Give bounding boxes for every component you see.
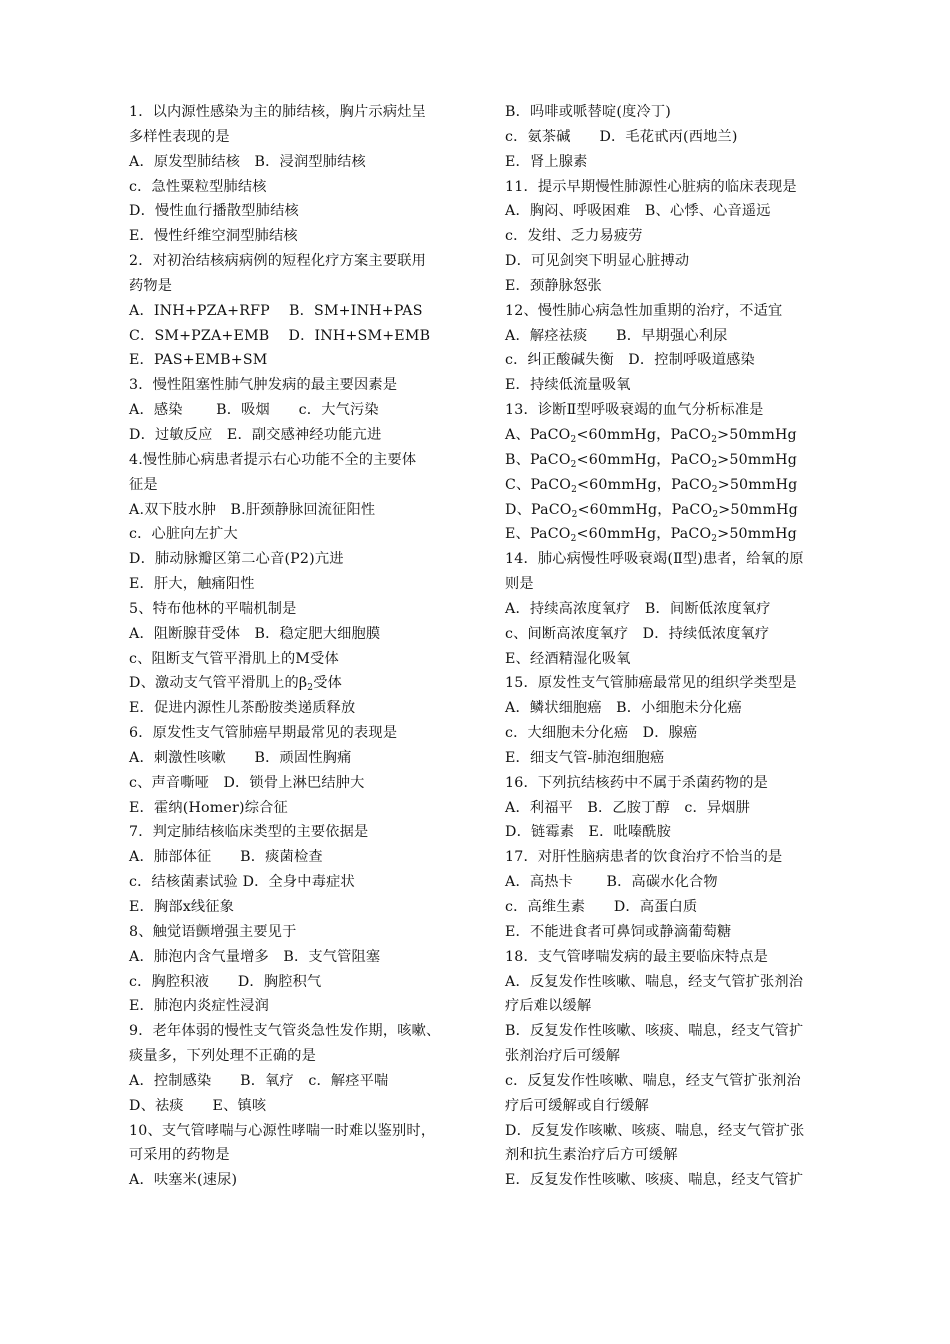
text-line: 2．对初治结核病病例的短程化疗方案主要联用 xyxy=(129,253,426,270)
text-fragment: <60mmHg，PaCO xyxy=(577,476,712,493)
text-fragment: <60mmHg，PaCO xyxy=(576,526,712,543)
text-fragment: D、激动支气管平滑肌上的β xyxy=(129,675,308,692)
text-line: 剂和抗生素治疗后方可缓解 xyxy=(505,1147,678,1164)
text-line: 疗后可缓解或自行缓解 xyxy=(505,1097,649,1114)
text-line: E．胸部x线征象 xyxy=(129,899,235,915)
text-line: 征是 xyxy=(129,476,158,493)
text-line: c．结核菌素试验 D．全身中毒症状 xyxy=(129,874,355,891)
text-fragment: C、PaCO xyxy=(505,476,572,493)
text-line: 7．判定肺结核临床类型的主要依据是 xyxy=(129,824,369,841)
text-line: A．持续高浓度氧疗 B．间断低浓度氧疗 xyxy=(505,600,771,617)
text-line: A．利福平 B．乙胺丁醇 c．异烟肼 xyxy=(505,799,751,816)
text-line: E．肺泡内炎症性浸润 xyxy=(129,998,270,1015)
text-line: c．大细胞未分化癌 D．腺癌 xyxy=(505,725,698,742)
text-line: A．鳞状细胞癌 B．小细胞未分化癌 xyxy=(505,700,742,717)
text-line: c、声音嘶哑 D．锁骨上淋巴结肿大 xyxy=(129,774,365,791)
subscript: 2 xyxy=(307,683,314,694)
text-line: c、阻断支气管平滑肌上的M受体 xyxy=(129,650,339,667)
text-line: A．刺激性咳嗽 B．顽固性胸痛 xyxy=(129,749,352,766)
subscript: 2 xyxy=(571,509,578,520)
text-line: A．感染 B．吸烟 c．大气污染 xyxy=(129,402,379,419)
text-line: A．肺泡内含气量增多 B．支气管阻塞 xyxy=(129,948,381,965)
text-line: D．肺动脉瓣区第二心音(P2)亢进 xyxy=(129,551,344,568)
answer-option-line xyxy=(505,522,857,547)
text-line: A．INH+PZA+RFP B．SM+INH+PAS xyxy=(129,302,423,319)
right-column xyxy=(505,100,857,1193)
text-line: 15．原发性支气管肺癌最常见的组织学类型是 xyxy=(505,675,797,692)
text-line: 1．以内源性感染为主的肺结核，胸片示病灶呈 xyxy=(129,104,426,120)
text-fragment: A、PaCO xyxy=(505,426,571,443)
text-line: E．慢性纤维空洞型肺结核 xyxy=(129,228,298,245)
subscript: 2 xyxy=(570,534,577,545)
subscript: 2 xyxy=(571,484,578,495)
text-line: 13．诊断Ⅱ型呼吸衰竭的血气分析标准是 xyxy=(505,402,764,419)
text-line: 张剂治疗后可缓解 xyxy=(505,1048,621,1065)
text-line: E．细支气管-肺泡细胞癌 xyxy=(505,749,665,766)
text-line: D．反复发作咳嗽、咳痰、喘息，经支气管扩张 xyxy=(505,1122,805,1139)
subscript: 2 xyxy=(712,509,719,520)
text-line: c、间断高浓度氧疗 D．持续低浓度氧疗 xyxy=(505,625,770,642)
answer-option-line xyxy=(505,473,857,498)
text-line: 17．对肝性脑病患者的饮食治疗不恰当的是 xyxy=(505,849,783,866)
text-line: 9．老年体弱的慢性支气管炎急性发作期，咳嗽、 xyxy=(129,1023,441,1040)
text-fragment: <60mmHg，PaCO xyxy=(576,426,712,443)
text-line: D．链霉素 E．吡嗪酰胺 xyxy=(505,824,672,841)
text-line: 可采用的药物是 xyxy=(129,1147,230,1164)
text-line: 痰量多，下列处理不正确的是 xyxy=(129,1048,317,1065)
text-line: A．阻断腺苷受体 B．稳定肥大细胞膜 xyxy=(129,625,381,642)
text-fragment: <60mmHg，PaCO xyxy=(577,501,713,518)
text-line: D．慢性血行播散型肺结核 xyxy=(129,203,299,220)
text-line: A．反复发作性咳嗽、喘息，经支气管扩张剂治 xyxy=(505,973,804,990)
text-line: 16．下列抗结核药中不属于杀菌药物的是 xyxy=(505,774,769,791)
text-line: 5、特布他林的平喘机制是 xyxy=(129,600,297,617)
text-line xyxy=(129,671,481,696)
text-line: E．霍纳(Homer)综合征 xyxy=(129,799,288,816)
text-line: 3．慢性阻塞性肺气肿发病的最主要因素是 xyxy=(129,377,398,394)
text-line: E．反复发作性咳嗽、咳痰、喘息，经支气管扩 xyxy=(505,1172,804,1189)
text-line: 4.慢性肺心病患者提示右心功能不全的主要体 xyxy=(129,451,417,468)
subscript: 2 xyxy=(711,434,718,445)
text-line: D．过敏反应 E．副交感神经功能亢进 xyxy=(129,426,382,443)
left-column xyxy=(129,100,481,1193)
subscript: 2 xyxy=(570,434,577,445)
text-fragment: >50mmHg xyxy=(717,426,797,443)
text-line: 12、慢性肺心病急性加重期的治疗，不适宜 xyxy=(505,302,783,319)
text-line: A．呋塞米(速尿) xyxy=(129,1172,238,1189)
text-fragment: 受体 xyxy=(313,675,342,692)
text-line: c．反复发作性咳嗽、喘息，经支气管扩张剂治 xyxy=(505,1072,801,1089)
text-line: A.双下肢水肿 B.肝颈静脉回流征阳性 xyxy=(129,501,376,518)
text-line: c．发绀、乏力易疲劳 xyxy=(505,228,643,245)
text-line: A．肺部体征 B．痰菌检查 xyxy=(129,849,323,866)
text-line: A．解痉祛痰 B．早期强心利尿 xyxy=(505,327,728,344)
text-line: c．氨茶碱 D．毛花甙丙(西地兰) xyxy=(505,128,738,145)
text-line: c．心脏向左扩大 xyxy=(129,526,238,543)
answer-option-line xyxy=(505,448,857,473)
text-line: E．颈静脉怒张 xyxy=(505,277,602,294)
text-line: A．高热卡 B．高碳水化合物 xyxy=(505,874,718,891)
text-line: B．吗啡或哌替啶(度冷丁) xyxy=(505,104,671,120)
text-fragment: >50mmHg xyxy=(718,501,798,518)
text-line: D．可见剑突下明显心脏搏动 xyxy=(505,253,690,270)
text-fragment: >50mmHg xyxy=(717,476,798,493)
text-line: c．急性粟粒型肺结核 xyxy=(129,178,267,195)
subscript: 2 xyxy=(711,534,718,545)
text-line: 药物是 xyxy=(129,277,173,294)
text-line: 11．提示早期慢性肺源性心脏病的临床表现是 xyxy=(505,178,797,195)
text-line: E．PAS+EMB+SM xyxy=(129,352,268,369)
text-line: 多样性表现的是 xyxy=(129,128,230,145)
text-line: E．促进内源性儿茶酚胺类递质释放 xyxy=(129,700,356,717)
text-line: 则是 xyxy=(505,576,534,593)
text-line: 18．支气管哮喘发病的最主要临床特点是 xyxy=(505,948,769,965)
subscript: 2 xyxy=(711,459,718,470)
text-line: 疗后难以缓解 xyxy=(505,998,592,1015)
text-fragment: B、PaCO xyxy=(505,451,571,468)
answer-option-line xyxy=(505,498,857,523)
text-line: E．肝大，触痛阳性 xyxy=(129,576,255,593)
text-fragment: >50mmHg xyxy=(717,451,797,468)
text-line: c．高维生素 D．高蛋白质 xyxy=(505,899,698,915)
text-line: C．SM+PZA+EMB D．INH+SM+EMB xyxy=(129,327,431,344)
text-line: A．原发型肺结核 B．浸润型肺结核 xyxy=(129,153,366,170)
text-line: E、经酒精湿化吸氧 xyxy=(505,650,631,667)
text-fragment: <60mmHg，PaCO xyxy=(576,451,712,468)
text-fragment: E、PaCO xyxy=(505,526,571,543)
text-line: c．纠正酸碱失衡 D．控制呼吸道感染 xyxy=(505,352,755,369)
text-line: A．控制感染 B．氧疗 c．解痉平喘 xyxy=(129,1072,389,1089)
text-line: 10、支气管哮喘与心源性哮喘一时难以鉴别时， xyxy=(129,1122,436,1139)
text-line: E．不能进食者可鼻饲或静滴葡萄糖 xyxy=(505,923,732,940)
text-fragment: >50mmHg xyxy=(717,526,797,543)
text-fragment: D、PaCO xyxy=(505,501,572,518)
text-line: 8、触觉语颤增强主要见于 xyxy=(129,923,297,940)
answer-option-line xyxy=(505,423,857,448)
text-line: 14．肺心病慢性呼吸衰竭(Ⅱ型)患者，给氧的原 xyxy=(505,551,804,568)
subscript: 2 xyxy=(711,484,718,495)
text-line: 6．原发性支气管肺癌早期最常见的表现是 xyxy=(129,725,398,742)
subscript: 2 xyxy=(570,459,577,470)
text-line: c．胸腔积液 D．胸腔积气 xyxy=(129,973,322,990)
text-line: A．胸闷、呼吸困难 B、心悸、心音遥远 xyxy=(505,203,771,220)
text-line: E．持续低流量吸氧 xyxy=(505,377,631,394)
text-line: D、祛痰 E、镇咳 xyxy=(129,1097,267,1114)
text-line: E．肾上腺素 xyxy=(505,153,588,170)
text-line: B．反复发作性咳嗽、咳痰、喘息，经支气管扩 xyxy=(505,1023,804,1040)
